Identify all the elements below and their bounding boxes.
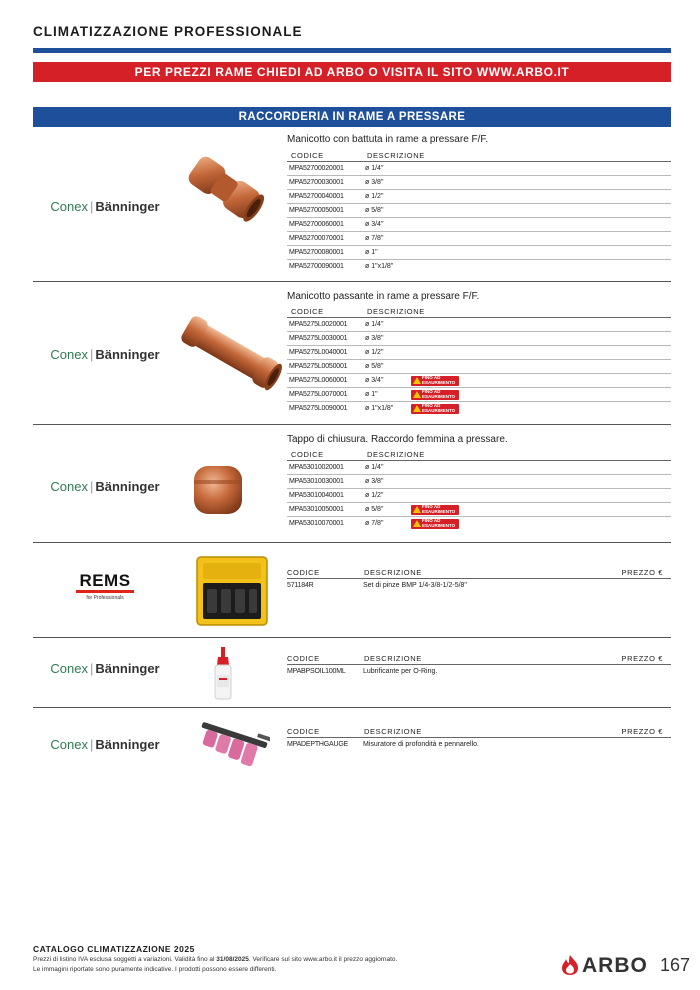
brand-banninger: Bänninger [95, 347, 160, 362]
end-cap-image [188, 458, 248, 520]
table-header [287, 565, 671, 579]
badge-line2: ESAURIMENTO [422, 407, 456, 413]
table-row [287, 738, 671, 752]
product-table [287, 304, 671, 416]
warning-icon [413, 377, 421, 384]
table-header [287, 724, 671, 738]
product-table [287, 148, 671, 274]
table-row [287, 579, 671, 593]
badge-line1: FINO AD [422, 375, 441, 380]
stock-badge [411, 376, 459, 386]
conex-banninger-logo [40, 347, 170, 362]
desc-cell: ø 3/4" [365, 221, 384, 228]
desc-cell: ø 5/8" [365, 207, 384, 214]
desc-cell: ø 7/8" [365, 520, 384, 527]
table-row [287, 162, 671, 176]
code-cell: MPA5275L0070001 [289, 391, 348, 398]
table-row [287, 489, 671, 503]
divider [33, 542, 671, 543]
table-row [287, 332, 671, 346]
code-cell: MPA53010070001 [289, 520, 344, 527]
desc-cell: ø 3/8" [365, 179, 384, 186]
code-cell: MPABPSOIL100ML [287, 668, 346, 675]
col-description: DESCRIZIONE [367, 151, 425, 160]
price-note-a: Prezzi di listino IVA esclusa soggetti a variazioni. Validità fino al [33, 956, 217, 963]
brand-sep: | [89, 347, 94, 362]
conex-banninger-logo [40, 479, 170, 494]
table-row [287, 232, 671, 246]
table-row [287, 204, 671, 218]
desc-cell: ø 1/4" [365, 321, 384, 328]
warning-icon [413, 506, 421, 513]
slip-coupling-image [174, 312, 286, 392]
price-note-b: . Verificare sul sito www.arbo.it il prezzo aggiornato. [248, 956, 398, 963]
table-row [287, 360, 671, 374]
stock-badge [411, 404, 459, 414]
product-title: Tappo di chiusura. Raccordo femmina a pressare. [287, 434, 508, 445]
code-cell: MPA5275L0040001 [289, 349, 348, 356]
brand-conex: Conex [50, 737, 88, 752]
desc-cell: ø 1" [365, 249, 378, 256]
badge-line1: FINO AD [422, 389, 441, 394]
desc-cell: Lubrificante per O-Ring. [363, 668, 438, 675]
brand-sep: | [89, 661, 94, 676]
col-price: PREZZO € [621, 568, 663, 577]
desc-cell: ø 1/2" [365, 193, 384, 200]
table-row [287, 246, 671, 260]
desc-cell: ø 1"x1/8" [365, 405, 394, 412]
desc-cell: ø 3/8" [365, 478, 384, 485]
code-cell: MPA52700090001 [289, 263, 344, 270]
code-cell: MPA53010030001 [289, 478, 344, 485]
page-number: 167 [660, 955, 691, 975]
col-price: PREZZO € [621, 654, 663, 663]
product-title: Manicotto passante in rame a pressare F/F. [287, 291, 480, 302]
price-table [287, 565, 671, 593]
divider [33, 424, 671, 425]
brand-sep: | [89, 479, 94, 494]
tool-case-image [193, 553, 271, 629]
code-cell: MPA52700020001 [289, 165, 344, 172]
rems-tagline: for Professionals [86, 595, 124, 601]
lubricant-bottle-image [210, 645, 236, 701]
brand-banninger: Bänninger [95, 737, 160, 752]
price-table [287, 724, 671, 752]
code-cell: MPA52700080001 [289, 249, 344, 256]
brand-conex: Conex [50, 199, 88, 214]
divider [33, 637, 671, 638]
badge-line2: ESAURIMENTO [422, 508, 456, 514]
badge-line1: FINO AD [422, 518, 441, 523]
validity-date: 31/08/2025 [216, 956, 249, 963]
page-title: CLIMATIZZAZIONE PROFESSIONALE [33, 24, 303, 39]
col-code: CODICE [287, 654, 320, 663]
code-cell: MPA52700070001 [289, 235, 344, 242]
title-rule [33, 48, 671, 53]
badge-line2: ESAURIMENTO [422, 379, 456, 385]
warning-icon [413, 391, 421, 398]
col-code: CODICE [287, 727, 320, 736]
warning-icon [413, 520, 421, 527]
desc-cell: ø 3/8" [365, 335, 384, 342]
col-description: DESCRIZIONE [367, 307, 425, 316]
desc-cell: ø 1/2" [365, 492, 384, 499]
badge-line2: ESAURIMENTO [422, 522, 456, 528]
table-row [287, 318, 671, 332]
col-description: DESCRIZIONE [364, 727, 422, 736]
col-code: CODICE [287, 568, 320, 577]
desc-cell: ø 5/8" [365, 363, 384, 370]
code-cell: MPA5275L0030001 [289, 335, 348, 342]
desc-cell: Misuratore di profondità e pennarello. [363, 741, 479, 748]
conex-banninger-logo [40, 737, 170, 752]
badge-line1: FINO AD [422, 403, 441, 408]
stock-badge [411, 519, 459, 529]
stock-badge [411, 505, 459, 515]
table-row [287, 461, 671, 475]
table-row [287, 388, 671, 402]
brand-banninger: Bänninger [95, 479, 160, 494]
rems-logo [62, 572, 148, 601]
brand-conex: Conex [50, 347, 88, 362]
desc-cell: ø 1"x1/8" [365, 263, 394, 270]
promo-banner[interactable]: PER PREZZI RAME CHIEDI AD ARBO O VISITA IL SITO WWW.ARBO.IT [33, 62, 671, 82]
brand-banninger: Bänninger [95, 661, 160, 676]
desc-cell: ø 1/4" [365, 464, 384, 471]
code-cell: MPA5275L0060001 [289, 377, 348, 384]
table-header [287, 651, 671, 665]
desc-cell: ø 1" [365, 391, 378, 398]
table-row [287, 218, 671, 232]
warning-icon [413, 405, 421, 412]
brand-conex: Conex [50, 479, 88, 494]
code-cell: MPA52700030001 [289, 179, 344, 186]
code-cell: MPA53010050001 [289, 506, 344, 513]
stock-badge [411, 390, 459, 400]
flame-icon [560, 954, 580, 976]
price-table [287, 651, 671, 679]
code-cell: MPA53010020001 [289, 464, 344, 471]
table-row [287, 475, 671, 489]
conex-banninger-logo [40, 661, 170, 676]
desc-cell: ø 3/4" [365, 377, 384, 384]
col-code: CODICE [291, 151, 324, 160]
table-row [287, 374, 671, 388]
code-cell: MPA5275L0020001 [289, 321, 348, 328]
desc-cell: ø 7/8" [365, 235, 384, 242]
table-header [287, 447, 671, 461]
section-heading: RACCORDERIA IN RAME A PRESSARE [33, 107, 671, 127]
table-header [287, 304, 671, 318]
code-cell: MPA53010040001 [289, 492, 344, 499]
divider [33, 707, 671, 708]
desc-cell: Set di pinze BMP 1/4-3/8-1/2-5/8" [363, 582, 467, 589]
col-description: DESCRIZIONE [364, 654, 422, 663]
col-description: DESCRIZIONE [367, 450, 425, 459]
code-cell: 571184R [287, 582, 314, 589]
brand-sep: | [89, 199, 94, 214]
image-disclaimer: Le immagini riportate sono puramente indicative. I prodotti possono essere differenti. [33, 966, 277, 973]
coupling-with-stop-image [180, 150, 270, 225]
table-row [287, 503, 671, 517]
code-cell: MPA52700050001 [289, 207, 344, 214]
brand-banninger: Bänninger [95, 199, 160, 214]
col-code: CODICE [291, 450, 324, 459]
price-note [33, 956, 397, 963]
table-row [287, 346, 671, 360]
col-price: PREZZO € [621, 727, 663, 736]
rems-wordmark: REMS [76, 572, 133, 593]
table-row [287, 176, 671, 190]
code-cell: MPA52700040001 [289, 193, 344, 200]
desc-cell: ø 1/4" [365, 165, 384, 172]
code-cell: MPA52700060001 [289, 221, 344, 228]
desc-cell: ø 5/8" [365, 506, 384, 513]
catalog-title: CATALOGO CLIMATIZZAZIONE 2025 [33, 944, 195, 954]
product-table [287, 447, 671, 531]
brand-sep: | [89, 737, 94, 752]
badge-line1: FINO AD [422, 504, 441, 509]
brand-conex: Conex [50, 661, 88, 676]
table-row [287, 190, 671, 204]
table-row [287, 517, 671, 531]
table-row [287, 665, 671, 679]
table-row [287, 402, 671, 416]
product-title: Manicotto con battuta in rame a pressare F/F. [287, 134, 489, 145]
table-header [287, 148, 671, 162]
divider [33, 281, 671, 282]
code-cell: MPADEPTHGAUGE [287, 741, 349, 748]
conex-banninger-logo [40, 199, 170, 214]
code-cell: MPA5275L0050001 [289, 363, 348, 370]
col-code: CODICE [291, 307, 324, 316]
code-cell: MPA5275L0090001 [289, 405, 348, 412]
badge-line2: ESAURIMENTO [422, 393, 456, 399]
arbo-wordmark: ARBO [582, 954, 648, 977]
table-row [287, 260, 671, 274]
depth-gauge-image [196, 718, 270, 768]
col-description: DESCRIZIONE [364, 568, 422, 577]
desc-cell: ø 1/2" [365, 349, 384, 356]
